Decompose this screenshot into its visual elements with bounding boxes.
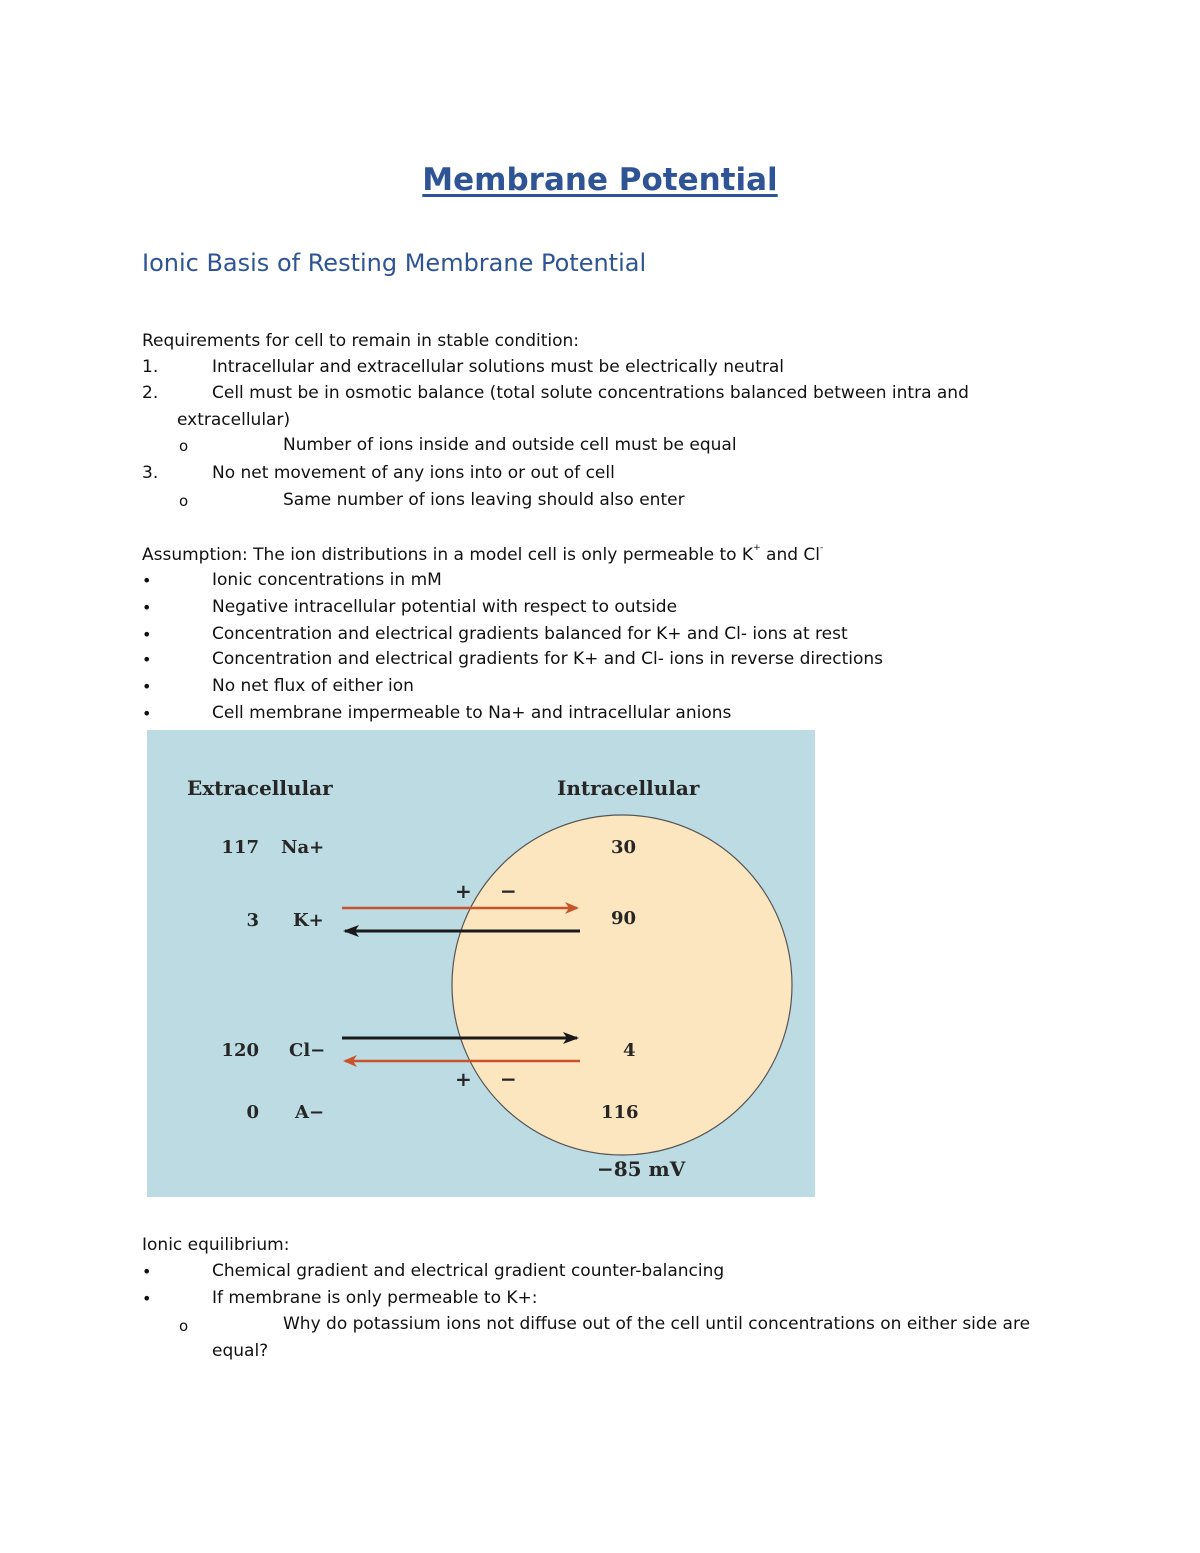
cl-in-value: 4	[623, 1040, 636, 1061]
cl-out-value: 120	[221, 1040, 259, 1061]
assumption-and-cl: and Cl	[766, 545, 821, 565]
extracellular-label: Extracellular	[187, 776, 333, 800]
equilibrium-sub-line-2: equal?	[212, 1341, 269, 1361]
plus-sign-top: +	[455, 879, 472, 903]
k-ion-label: K+	[293, 910, 324, 931]
bullet-marker: •	[142, 704, 152, 723]
bullet-marker: •	[142, 1262, 152, 1281]
assumption-text: The ion distributions in a model cell is only permeable to K	[253, 545, 754, 565]
equilibrium-bullet-2: If membrane is only permeable to K+:	[212, 1288, 538, 1308]
a-in-value: 116	[601, 1102, 639, 1123]
minus-sign-bottom: −	[500, 1067, 517, 1091]
bullet-marker: •	[142, 650, 152, 669]
section-heading: Ionic Basis of Resting Membrane Potential	[142, 249, 647, 277]
assumption-bullet-6: Cell membrane impermeable to Na+ and intracellular anions	[212, 703, 732, 723]
page-title: Membrane Potential	[422, 162, 778, 198]
assumption-bullet-2: Negative intracellular potential with respect to outside	[212, 597, 678, 617]
a-out-value: 0	[246, 1102, 259, 1123]
assumption-bullet-1: Ionic concentrations in mM	[212, 570, 442, 590]
ion-distribution-figure	[147, 730, 815, 1197]
assumption-line	[142, 545, 823, 565]
requirement-1: Intracellular and extracellular solutions must be electrically neutral	[212, 357, 784, 377]
list-number-2: 2.	[142, 383, 159, 403]
bullet-marker: •	[142, 598, 152, 617]
equilibrium-bullet-1: Chemical gradient and electrical gradient counter-balancing	[212, 1261, 725, 1281]
membrane-potential-value: −85 mV	[597, 1157, 686, 1181]
cl-ion-label: Cl−	[289, 1040, 326, 1061]
requirement-2-continued: extracellular)	[177, 410, 291, 430]
k-out-value: 3	[246, 910, 259, 931]
intracellular-label: Intracellular	[557, 776, 700, 800]
minus-sign-top: −	[500, 879, 517, 903]
assumption-label: Assumption:	[142, 545, 248, 565]
requirement-2: Cell must be in osmotic balance (total solute concentrations balanced between intra and	[212, 383, 969, 403]
a-ion-label: A−	[295, 1102, 325, 1123]
sub-bullet-marker: o	[179, 437, 189, 455]
cl-superscript: -	[820, 543, 824, 553]
k-in-value: 90	[611, 908, 637, 929]
requirement-3: No net movement of any ions into or out of cell	[212, 463, 615, 483]
requirement-3-sub: Same number of ions leaving should also enter	[283, 490, 685, 510]
sub-bullet-marker: o	[179, 1317, 189, 1335]
list-number-3: 3.	[142, 463, 159, 483]
assumption-bullet-5: No net flux of either ion	[212, 676, 414, 696]
bullet-marker: •	[142, 677, 152, 696]
assumption-bullet-4: Concentration and electrical gradients for K+ and Cl- ions in reverse directions	[212, 649, 883, 669]
k-superscript: +	[753, 543, 761, 553]
requirements-intro: Requirements for cell to remain in stable condition:	[142, 331, 579, 351]
requirement-2-sub: Number of ions inside and outside cell must be equal	[283, 435, 737, 455]
equilibrium-intro: Ionic equilibrium:	[142, 1235, 290, 1255]
bullet-marker: •	[142, 571, 152, 590]
na-out-value: 117	[221, 837, 259, 858]
na-in-value: 30	[611, 837, 637, 858]
list-number-1: 1.	[142, 357, 159, 377]
na-ion-label: Na+	[281, 837, 325, 858]
bullet-marker: •	[142, 625, 152, 644]
equilibrium-sub-line-1: Why do potassium ions not diffuse out of the cell until concentrations on either side are	[283, 1314, 1031, 1334]
sub-bullet-marker: o	[179, 492, 189, 510]
plus-sign-bottom: +	[455, 1067, 472, 1091]
assumption-bullet-3: Concentration and electrical gradients balanced for K+ and Cl- ions at rest	[212, 624, 848, 644]
bullet-marker: •	[142, 1289, 152, 1308]
